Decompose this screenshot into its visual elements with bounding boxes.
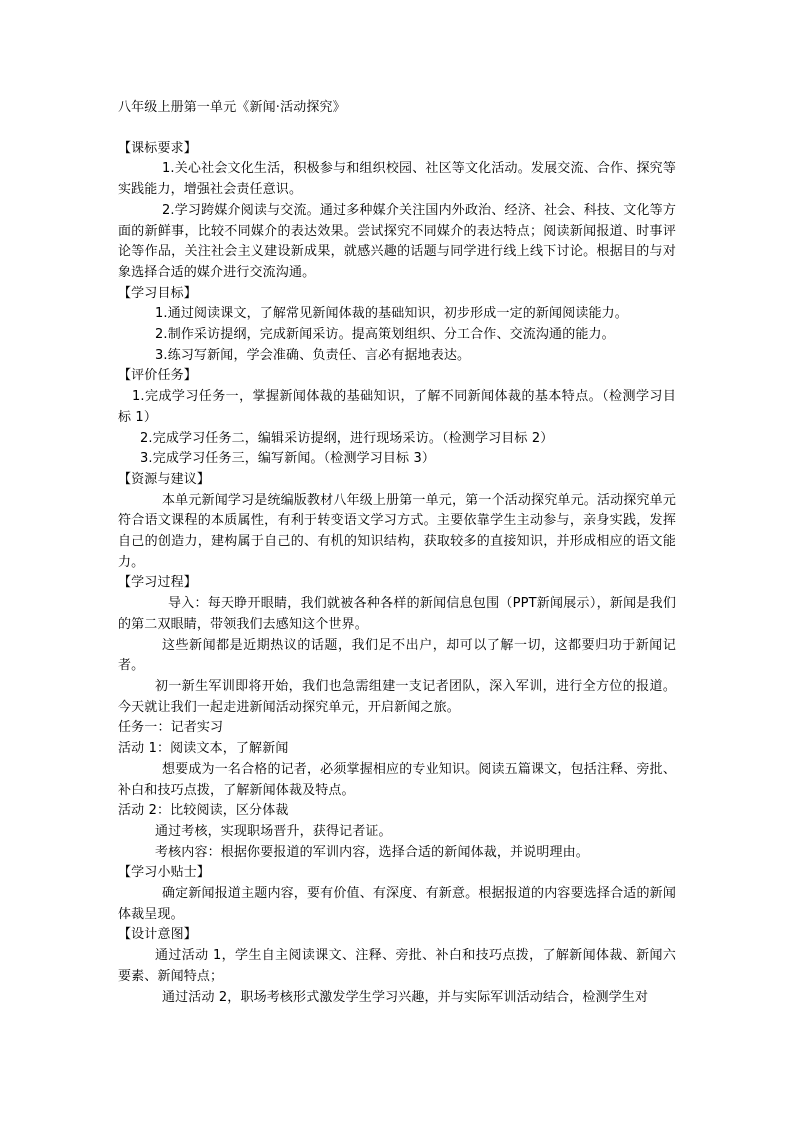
section-heading-resources: 【资源与建议】 [118, 471, 211, 487]
task-heading: 任务一：记者实习 [118, 720, 224, 736]
paragraph: 通过考核，实现职场晋升，获得记者证。 [155, 823, 392, 839]
activity-heading: 活动 2：比较阅读，区分体裁 [118, 803, 289, 819]
paragraph: 通过活动 1，学生自主阅读课文、注释、旁批、补白和技巧点拨，了解新闻体裁、新闻六要素、新闻特点； [118, 948, 676, 984]
section-heading-process: 【学习过程】 [118, 575, 197, 591]
paragraph: 通过活动 2，职场考核形式激发学生学习兴趣，并与实际军训活动结合，检测学生对 [162, 989, 649, 1005]
paragraph: 想要成为一名合格的记者，必须掌握相应的专业知识。阅读五篇课文，包括注释、旁批、补白和技巧点拨，了解新闻体裁及特点。 [118, 761, 676, 798]
paragraph: 确定新闻报道主题内容，要有价值、有深度、有新意。根据报道的内容要选择合适的新闻体裁呈现。 [118, 886, 676, 922]
document-body [118, 98, 676, 1008]
section-heading-curriculum: 【课标要求】 [118, 140, 197, 156]
paragraph: 1.关心社会文化生活，积极参与和组织校园、社区等文化活动。发展交流、合作、探究等实践能力，增强社会责任意识。 [118, 161, 676, 198]
section-heading-assessment: 【评价任务】 [118, 368, 197, 384]
paragraph: 本单元新闻学习是统编版教材八年级上册第一单元，第一个活动探究单元。活动探究单元符合语文课程的本质属性，有利于转变语文学习方式。主要依靠学生主动参与，亲身实践，发挥自己的创造力，建构属于自己的、有机的知识结构，获取较多的直接知识，并形成相应的语文能力。 [118, 492, 676, 570]
paragraph: 导入：每天睁开眼睛，我们就被各种各样的新闻信息包围（PPT新闻展示），新闻是我们的第二双眼睛，带领我们去感知这个世界。 [118, 596, 676, 632]
list-item: 2.完成学习任务二，编辑采访提纲，进行现场采访。（检测学习目标 2） [140, 430, 554, 446]
list-item: 3.完成学习任务三，编写新闻。（检测学习目标 3） [140, 451, 436, 467]
paragraph: 考核内容：根据你要报道的军训内容，选择合适的新闻体裁，并说明理由。 [155, 844, 589, 860]
paragraph: 这些新闻都是近期热议的话题，我们足不出户，却可以了解一切，这都要归功于新闻记者。 [118, 637, 676, 674]
paragraph: 2.学习跨媒介阅读与交流。通过多种媒介关注国内外政治、经济、社会、科技、文化等方面的新鲜事，比较不同媒介的表达效果。尝试探究不同媒介的表达特点；阅读新闻报道、时事评论等作品，关注社会主义建设新成果，就感兴趣的话题与同学进行线上线下讨论。根据目的与对象选择合适的媒介进行交流沟通。 [118, 202, 676, 280]
section-heading-goals: 【学习目标】 [118, 285, 197, 301]
paragraph: 初一新生军训即将开始，我们也急需组建一支记者团队，深入军训，进行全方位的报道。今天就让我们一起走进新闻活动探究单元，开启新闻之旅。 [118, 678, 676, 715]
list-item: 3.练习写新闻，学会准确、负责任、言必有据地表达。 [155, 347, 471, 363]
list-item: 2.制作采访提纲，完成新闻采访。提高策划组织、分工合作、交流沟通的能力。 [155, 327, 615, 343]
document-title: 八年级上册第一单元《新闻·活动探究》 [118, 100, 346, 115]
section-heading-design: 【设计意图】 [118, 927, 197, 943]
activity-heading: 活动 1：阅读文本，了解新闻 [118, 741, 289, 757]
list-item: 1.完成学习任务一，掌握新闻体裁的基础知识，了解不同新闻体裁的基本特点。（检测学习目标 1） [118, 389, 676, 425]
section-heading-tips: 【学习小贴士】 [118, 865, 211, 881]
list-item: 1.通过阅读课文，了解常见新闻体裁的基础知识，初步形成一定的新闻阅读能力。 [155, 306, 628, 322]
